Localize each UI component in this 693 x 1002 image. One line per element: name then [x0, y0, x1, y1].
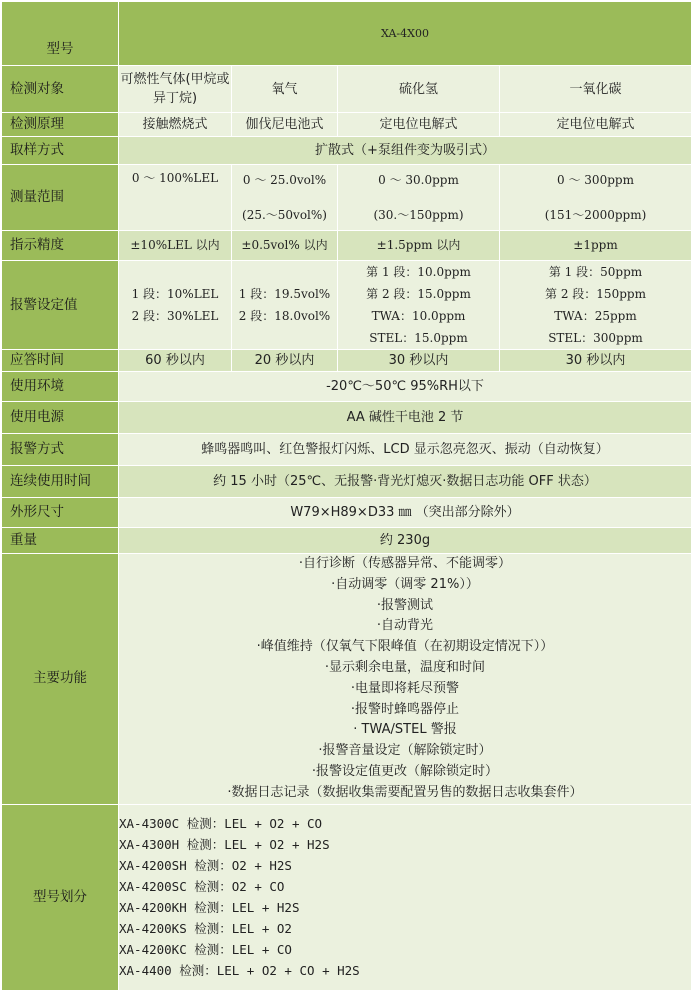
range-4: [500, 165, 692, 231]
range-4-main: 0 ～ 300ppm: [557, 172, 634, 187]
row-sampling: [2, 137, 692, 165]
variants-list: [119, 804, 692, 990]
list-item: XA-4200SC 检测：O2 + CO: [119, 879, 285, 895]
label-alarm-method: 报警方式: [2, 434, 119, 466]
row-continuous: [2, 466, 692, 498]
list-item: XA-4200KS 检测：LEL + O2: [119, 921, 292, 937]
label-environment: 使用环境: [2, 372, 119, 402]
power-value: AA 碱性干电池 2 节: [119, 402, 692, 434]
list-item: · TWA/STEL 警报: [353, 722, 457, 738]
accuracy-4: ±1ppm: [500, 231, 692, 261]
target-4: 一氧化碳: [500, 66, 692, 113]
list-item: XA-4200KH 检测：LEL + H2S: [119, 900, 300, 916]
row-model: [2, 2, 692, 66]
row-accuracy: [2, 231, 692, 261]
range-3: [338, 165, 500, 231]
accuracy-1: ±10%LEL 以内: [119, 231, 232, 261]
range-3-main: 0 ～ 30.0ppm: [378, 172, 459, 187]
alarm-set-4-line: 第 2 段：150ppm: [545, 287, 646, 301]
accuracy-3: ±1.5ppm 以内: [338, 231, 500, 261]
list-item: ·报警音量设定（解除锁定时）: [318, 743, 492, 759]
row-response: [2, 350, 692, 372]
row-power: [2, 402, 692, 434]
accuracy-2: ±0.5vol% 以内: [232, 231, 338, 261]
alarm-set-4-line: STEL：300ppm: [548, 331, 643, 345]
list-item: ·自动背光: [376, 618, 434, 634]
range-1: [119, 165, 232, 231]
list-item: ·数据日志记录（数据收集需要配置另售的数据日志收集套件）: [227, 784, 583, 800]
model-name: XA-4X00: [119, 2, 692, 66]
sampling-value: 扩散式（+泵组件变为吸引式）: [119, 137, 692, 165]
row-alarm-method: [2, 434, 692, 466]
label-principle: 检测原理: [2, 113, 119, 137]
list-item: ·显示剩余电量，温度和时间: [324, 659, 486, 675]
list-item: ·自行诊断（传感器异常、不能调零）: [298, 556, 512, 571]
target-2: 氧气: [232, 66, 338, 113]
principle-1: 接触燃烧式: [119, 113, 232, 137]
alarm-set-3-line: TWA：10.0ppm: [371, 309, 466, 323]
list-item: XA-4300C 检测：LEL + O2 + CO: [119, 816, 323, 832]
row-target: [2, 66, 692, 113]
row-alarm-set: [2, 261, 692, 350]
alarm-set-3: [338, 261, 500, 350]
principle-3: 定电位电解式: [338, 113, 500, 137]
response-1: 60 秒以内: [119, 350, 232, 372]
row-range: [2, 165, 692, 231]
weight-value: 约 230g: [119, 528, 692, 554]
alarm-set-1-line: 2 段：30%LEL: [131, 309, 219, 323]
label-model: 型号: [2, 2, 119, 66]
label-alarm-set: 报警设定值: [2, 261, 119, 350]
label-response: 应答时间: [2, 350, 119, 372]
alarm-set-4-line: 第 1 段：50ppm: [548, 265, 643, 279]
range-2: [232, 165, 338, 231]
list-item: ·报警时蜂鸣器停止: [350, 701, 460, 717]
list-item: XA-4400 检测：LEL + O2 + CO + H2S: [119, 963, 360, 979]
list-item: ·自动调零（调零 21%））: [331, 576, 479, 592]
list-item: ·报警测试: [376, 597, 434, 613]
list-item: XA-4300H 检测：LEL + O2 + H2S: [119, 837, 330, 853]
list-item: ·电量即将耗尽预警: [350, 680, 460, 696]
continuous-value: 约 15 小时（25℃、无报警·背光灯熄灭·数据日志功能 OFF 状态）: [119, 466, 692, 498]
response-3: 30 秒以内: [338, 350, 500, 372]
alarm-set-4-line: TWA：25ppm: [554, 309, 637, 323]
row-dimensions: [2, 498, 692, 528]
range-1-main: 0 ～ 100%LEL: [131, 171, 219, 185]
range-3-sub: (30.～150ppm): [373, 207, 464, 222]
alarm-set-1-line: 1 段：10%LEL: [131, 287, 219, 301]
list-item: XA-4200KC 检测：LEL + CO: [119, 942, 292, 958]
alarm-set-2-line: 2 段：18.0vol%: [238, 309, 331, 323]
row-functions: [2, 554, 692, 805]
list-item: ·峰值维持（仅氧气下限峰值（在初期设定情况下））: [256, 639, 554, 655]
spec-table: [1, 1, 692, 991]
label-sampling: 取样方式: [2, 137, 119, 165]
alarm-method-value: 蜂鸣器鸣叫、红色警报灯闪烁、LCD 显示忽亮忽灭、振动（自动恢复）: [119, 434, 692, 466]
row-principle: [2, 113, 692, 137]
list-item: XA-4200SH 检测：O2 + H2S: [119, 858, 292, 874]
range-2-sub: (25.～50vol%): [242, 207, 327, 222]
principle-4: 定电位电解式: [500, 113, 692, 137]
row-environment: [2, 372, 692, 402]
range-4-sub: (151～2000ppm): [544, 207, 647, 222]
label-range: 测量范围: [2, 165, 119, 231]
alarm-set-2: [232, 261, 338, 350]
target-1: 可燃性气体(甲烷或异丁烷): [119, 66, 232, 113]
range-2-main: 0 ～ 25.0vol%: [242, 172, 327, 187]
alarm-set-3-line: STEL：15.0ppm: [369, 331, 468, 345]
response-4: 30 秒以内: [500, 350, 692, 372]
row-variants: [2, 804, 692, 990]
label-variants: 型号划分: [2, 804, 119, 990]
alarm-set-1: [119, 261, 232, 350]
row-weight: [2, 528, 692, 554]
response-2: 20 秒以内: [232, 350, 338, 372]
alarm-set-4: [500, 261, 692, 350]
label-continuous: 连续使用时间: [2, 466, 119, 498]
label-accuracy: 指示精度: [2, 231, 119, 261]
dimensions-value: W79×H89×D33 ㎜ （突出部分除外）: [119, 498, 692, 528]
label-functions: 主要功能: [2, 554, 119, 805]
list-item: ·报警设定值更改（解除锁定时）: [311, 763, 499, 779]
label-power: 使用电源: [2, 402, 119, 434]
principle-2: 伽伐尼电池式: [232, 113, 338, 137]
label-dimensions: 外形尺寸: [2, 498, 119, 528]
alarm-set-3-line: 第 1 段：10.0ppm: [366, 265, 471, 279]
label-weight: 重量: [2, 528, 119, 554]
alarm-set-3-line: 第 2 段：15.0ppm: [366, 287, 471, 301]
functions-list: [119, 554, 692, 805]
target-3: 硫化氢: [338, 66, 500, 113]
environment-value: -20℃～50℃ 95%RH以下: [119, 372, 692, 402]
alarm-set-2-line: 1 段：19.5vol%: [238, 287, 331, 301]
label-target: 检测对象: [2, 66, 119, 113]
